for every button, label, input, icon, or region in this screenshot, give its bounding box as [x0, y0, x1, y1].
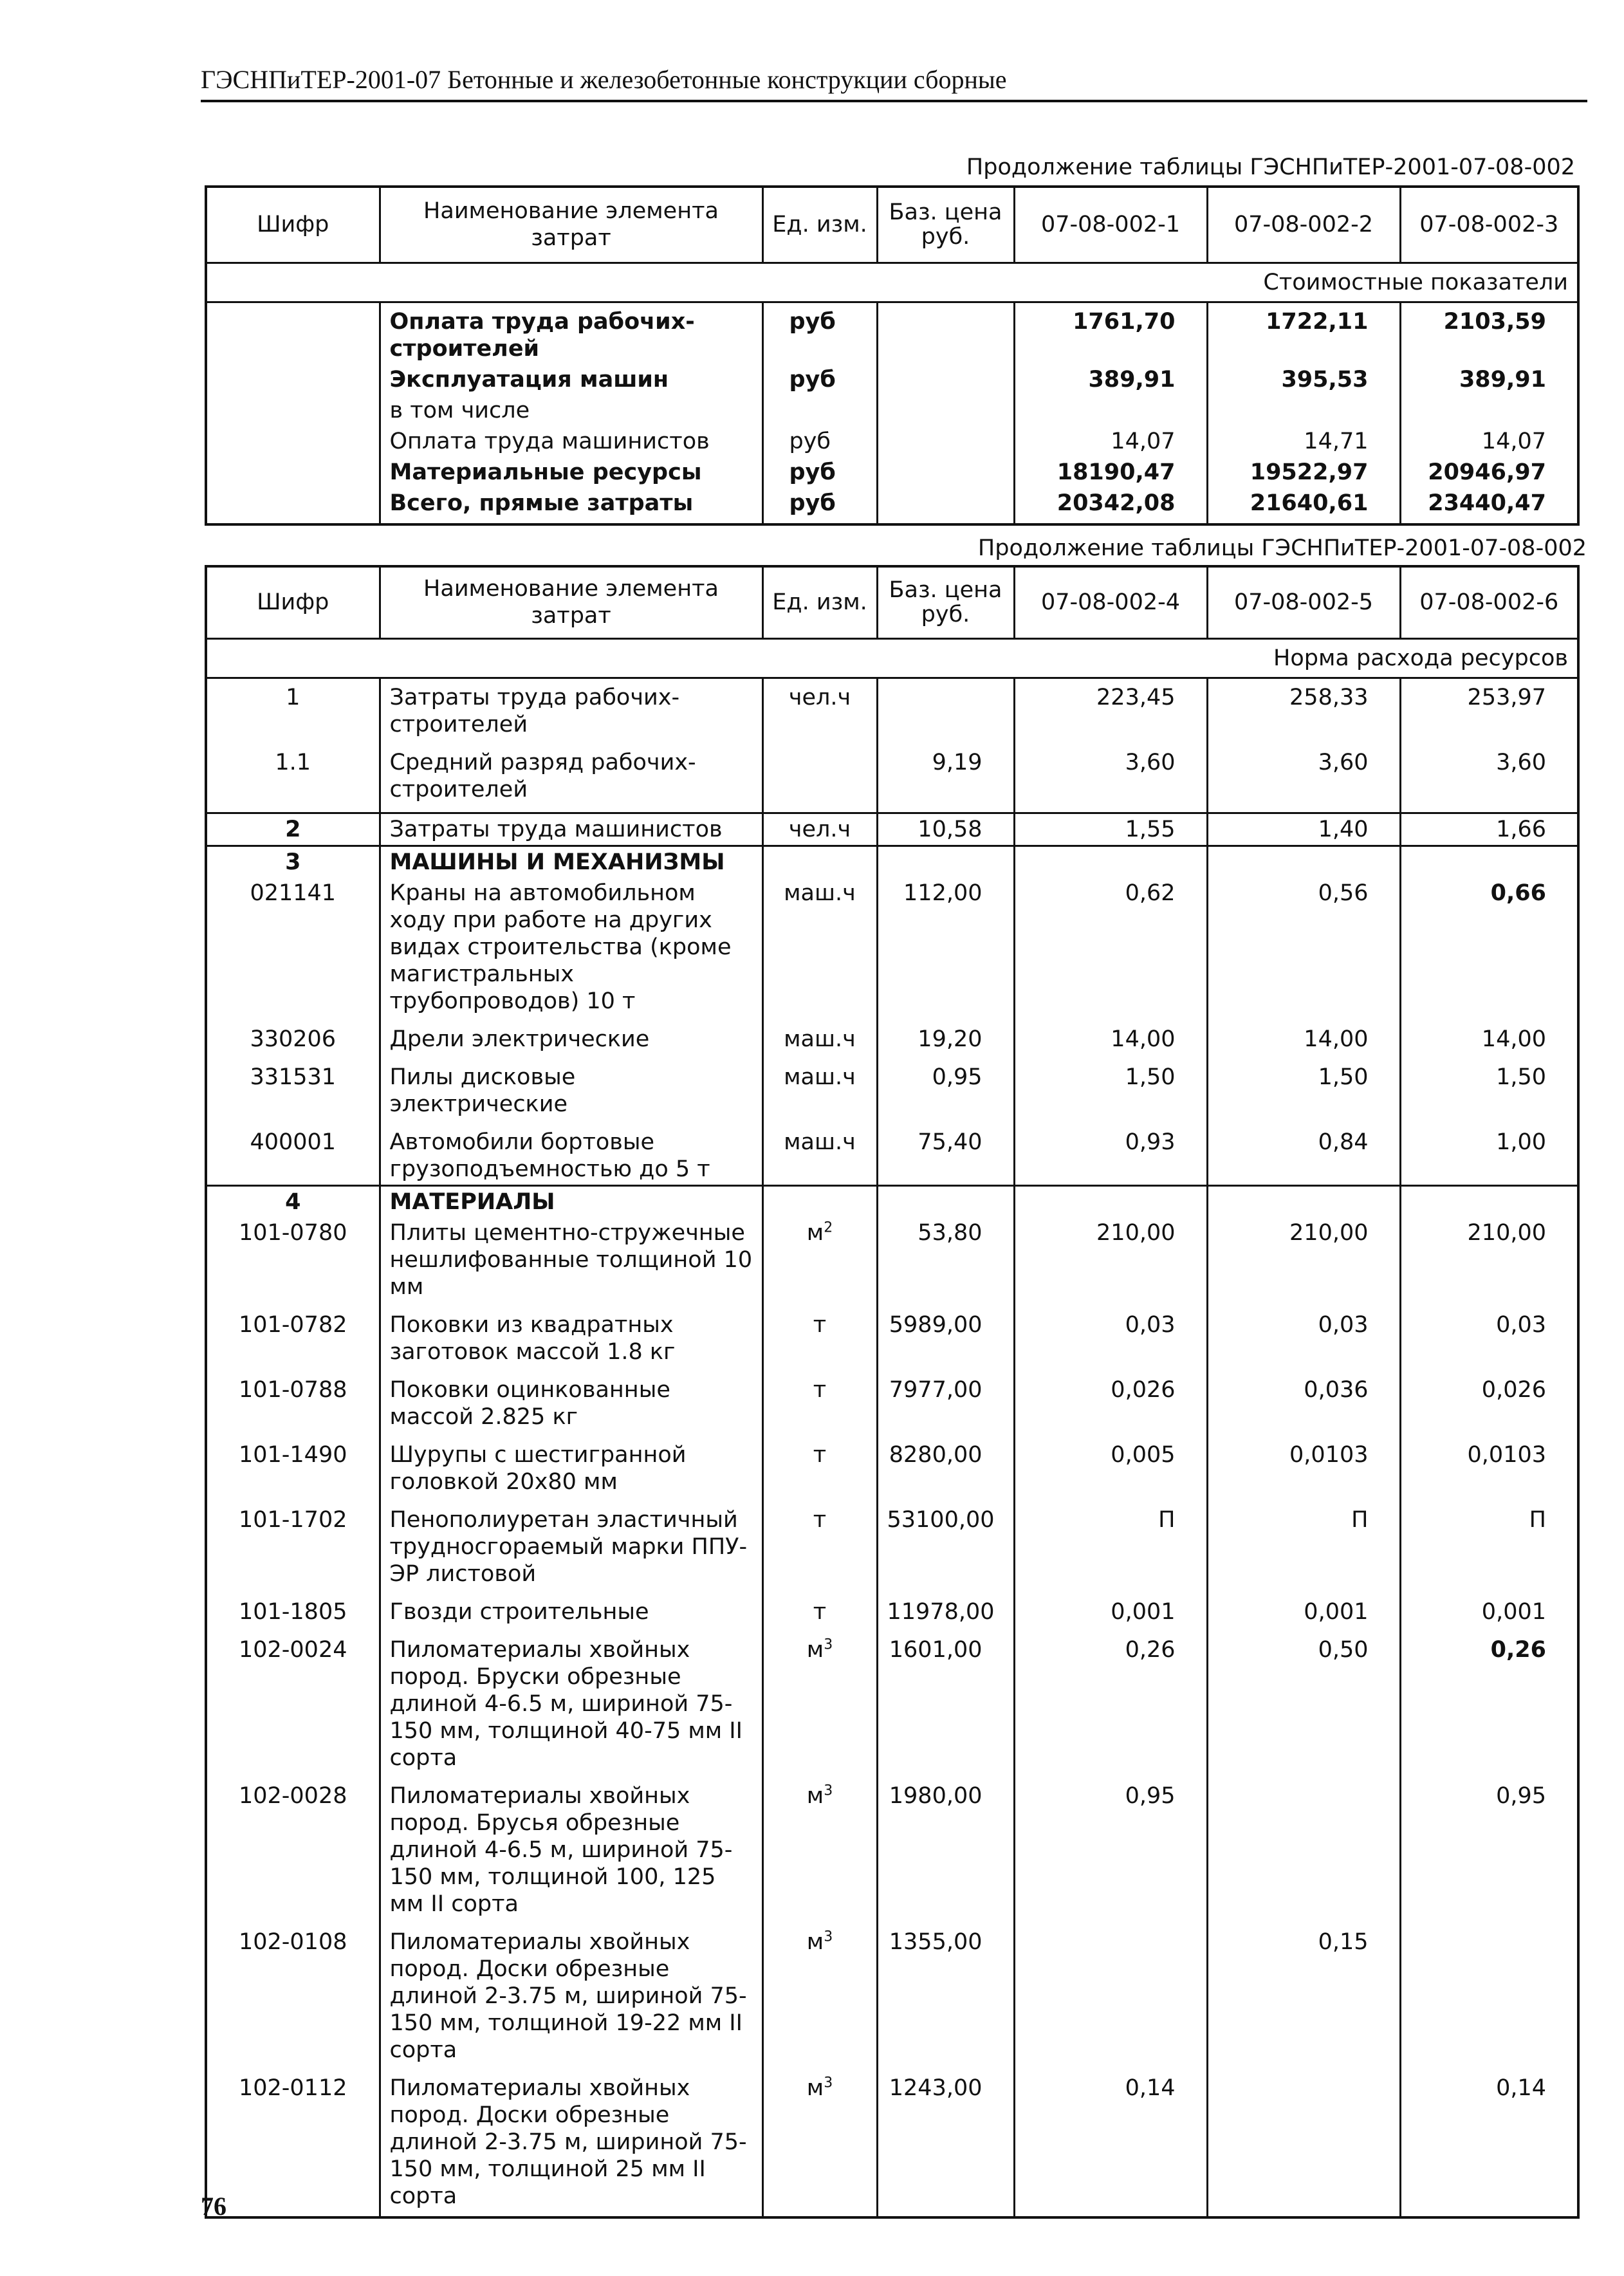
cell-price	[877, 488, 1014, 524]
column-header-unit: Ед. изм.	[762, 566, 877, 638]
unit-text: м	[806, 1929, 824, 1955]
cell-value-3: 14,07	[1400, 426, 1578, 457]
cell-code: 331531	[206, 1062, 380, 1127]
cell-value-3: 0,026	[1400, 1374, 1578, 1439]
cell-unit: маш.ч	[762, 1024, 877, 1062]
cell-code: 2	[206, 813, 380, 846]
cell-code: 101-0780	[206, 1217, 380, 1309]
cell-value-3: 0,66	[1400, 878, 1578, 1024]
section-banner-row	[206, 638, 1578, 678]
unit-text: м	[806, 2075, 824, 2101]
column-header-code: Шифр	[206, 566, 380, 638]
cell-code: 101-0782	[206, 1309, 380, 1374]
cell-name: Эксплуатация машин	[380, 364, 762, 395]
cell-unit: чел.ч	[762, 813, 877, 846]
unit-superscript: 3	[824, 2074, 833, 2091]
cell-unit	[762, 1927, 877, 2073]
cell-value-3	[1400, 1185, 1578, 1217]
column-header-unit: Ед. изм.	[762, 187, 877, 263]
cell-value-3: 14,00	[1400, 1024, 1578, 1062]
table-row	[206, 395, 1578, 426]
cell-code: 3	[206, 846, 380, 878]
cell-value-2: 14,71	[1207, 426, 1400, 457]
cell-price: 1980,00	[877, 1781, 1014, 1927]
cell-value-3: 0,03	[1400, 1309, 1578, 1374]
cell-value-3: 1,66	[1400, 813, 1578, 846]
cell-name: Краны на автомобильном ходу при работе на других видах строительства (кроме магистральных трубопроводов) 10 т	[380, 878, 762, 1024]
cell-value-3	[1400, 395, 1578, 426]
cell-value-1: 20342,08	[1014, 488, 1207, 524]
cell-value-2	[1207, 1185, 1400, 1217]
cell-unit	[762, 1634, 877, 1781]
cell-value-3: 0,0103	[1400, 1439, 1578, 1504]
cell-unit: т	[762, 1309, 877, 1374]
cell-code: 101-0788	[206, 1374, 380, 1439]
cell-price	[877, 457, 1014, 488]
cell-value-1: 0,03	[1014, 1309, 1207, 1374]
column-header-norm-4: 07-08-002-4	[1014, 566, 1207, 638]
cell-value-1: 18190,47	[1014, 457, 1207, 488]
cell-value-1: 1,55	[1014, 813, 1207, 846]
cell-value-2: 1,40	[1207, 813, 1400, 846]
section-title: МАТЕРИАЛЫ	[380, 1185, 762, 1217]
table-caption: Продолжение таблицы ГЭСНПиТЕР-2001-07-08-002	[977, 535, 1587, 561]
unit-superscript: 2	[824, 1219, 833, 1235]
cell-name: Средний разряд рабочих-строителей	[380, 747, 762, 813]
table-row	[206, 813, 1578, 846]
cell-value-2: 14,00	[1207, 1024, 1400, 1062]
section-banner-row	[206, 263, 1578, 302]
cell-value-2: 21640,61	[1207, 488, 1400, 524]
cell-name: в том числе	[380, 395, 762, 426]
unit-superscript: 3	[824, 1928, 833, 1945]
table-row	[206, 1781, 1578, 1927]
table-row	[206, 426, 1578, 457]
table-row	[206, 1024, 1578, 1062]
cell-unit: руб	[762, 457, 877, 488]
cell-value-1: 0,26	[1014, 1634, 1207, 1781]
cell-unit: т	[762, 1596, 877, 1634]
cell-name: Дрели электрические	[380, 1024, 762, 1062]
table-row	[206, 1504, 1578, 1596]
unit-text: м	[806, 1782, 824, 1809]
cell-code: 101-1490	[206, 1439, 380, 1504]
cell-unit: т	[762, 1439, 877, 1504]
table-row	[206, 1596, 1578, 1634]
table-row	[206, 302, 1578, 364]
cell-code: 102-0108	[206, 1927, 380, 2073]
cell-value-1: 210,00	[1014, 1217, 1207, 1309]
column-header-norm-2: 07-08-002-2	[1207, 187, 1400, 263]
cell-value-1: 0,93	[1014, 1127, 1207, 1186]
cell-value-1: 223,45	[1014, 678, 1207, 747]
cell-price: 1355,00	[877, 1927, 1014, 2073]
cell-name: Пенополиуретан эластичный трудносгораемый марки ППУ-ЭР листовой	[380, 1504, 762, 1596]
table-header-row	[206, 187, 1578, 263]
cell-name: Поковки из квадратных заготовок массой 1.8 кг	[380, 1309, 762, 1374]
cell-name: Плиты цементно-стружечные нешлифованные толщиной 10 мм	[380, 1217, 762, 1309]
cell-unit: т	[762, 1504, 877, 1596]
table-row	[206, 364, 1578, 395]
section-title: МАШИНЫ И МЕХАНИЗМЫ	[380, 846, 762, 878]
cell-unit	[762, 846, 877, 878]
cell-unit: руб	[762, 364, 877, 395]
cell-code	[206, 488, 380, 524]
cell-value-1: 0,14	[1014, 2073, 1207, 2217]
cell-value-1: 1761,70	[1014, 302, 1207, 364]
cell-unit: руб	[762, 302, 877, 364]
table-row	[206, 1634, 1578, 1781]
cell-code	[206, 302, 380, 364]
cell-value-3: 0,001	[1400, 1596, 1578, 1634]
cell-price	[877, 302, 1014, 364]
cell-name: Шурупы с шестигранной головкой 20х80 мм	[380, 1439, 762, 1504]
cell-price	[877, 678, 1014, 747]
cell-value-3	[1400, 846, 1578, 878]
table-row	[206, 878, 1578, 1024]
cell-value-1: 1,50	[1014, 1062, 1207, 1127]
cell-price: 11978,00	[877, 1596, 1014, 1634]
cell-price: 0,95	[877, 1062, 1014, 1127]
cell-value-3: 1,50	[1400, 1062, 1578, 1127]
table-row	[206, 1374, 1578, 1439]
cell-name: Пиломатериалы хвойных пород. Доски обрезные длиной 2-3.75 м, шириной 75-150 мм, толщиной 19-22 мм II сорта	[380, 1927, 762, 2073]
cell-code	[206, 457, 380, 488]
cell-value-2: 0,03	[1207, 1309, 1400, 1374]
cell-value-3: 1,00	[1400, 1127, 1578, 1186]
table-row	[206, 2073, 1578, 2217]
column-header-name: Наименование элемента затрат	[380, 566, 762, 638]
cell-name: Гвозди строительные	[380, 1596, 762, 1634]
cell-unit: чел.ч	[762, 678, 877, 747]
cell-value-3: 253,97	[1400, 678, 1578, 747]
cell-value-1: 389,91	[1014, 364, 1207, 395]
cell-value-2: 0,84	[1207, 1127, 1400, 1186]
cell-price: 1601,00	[877, 1634, 1014, 1781]
running-head: ГЭСНПиТЕР-2001-07 Бетонные и железобетонные конструкции сборные	[201, 65, 1007, 94]
cell-value-2	[1207, 2073, 1400, 2217]
table-caption: Продолжение таблицы ГЭСНПиТЕР-2001-07-08-002	[966, 154, 1575, 180]
cell-code: 4	[206, 1185, 380, 1217]
cell-name: Материальные ресурсы	[380, 457, 762, 488]
table-row	[206, 488, 1578, 524]
column-header-norm-3: 07-08-002-3	[1400, 187, 1578, 263]
cell-value-2: 1722,11	[1207, 302, 1400, 364]
header-rule	[201, 100, 1587, 102]
cell-name: Автомобили бортовые грузоподъемностью до 5 т	[380, 1127, 762, 1186]
table-row	[206, 678, 1578, 747]
cell-value-1: 0,62	[1014, 878, 1207, 1024]
unit-superscript: 3	[824, 1782, 833, 1799]
resource-norms-table	[205, 565, 1580, 2219]
cell-unit: маш.ч	[762, 878, 877, 1024]
table-header-row	[206, 566, 1578, 638]
cell-name: Поковки оцинкованные массой 2.825 кг	[380, 1374, 762, 1439]
cell-value-1	[1014, 395, 1207, 426]
cell-price: 112,00	[877, 878, 1014, 1024]
table-row	[206, 1439, 1578, 1504]
cell-name: Затраты труда рабочих-строителей	[380, 678, 762, 747]
cell-value-2: 0,036	[1207, 1374, 1400, 1439]
cell-value-1: П	[1014, 1504, 1207, 1596]
section-row	[206, 846, 1578, 878]
cell-value-1: 14,07	[1014, 426, 1207, 457]
cell-price: 19,20	[877, 1024, 1014, 1062]
page-number: 76	[201, 2192, 226, 2221]
cell-code: 102-0112	[206, 2073, 380, 2217]
cell-unit: т	[762, 1374, 877, 1439]
cell-code: 021141	[206, 878, 380, 1024]
cell-value-2: П	[1207, 1504, 1400, 1596]
cell-unit	[762, 2073, 877, 2217]
section-row	[206, 1185, 1578, 1217]
cell-name: Пилы дисковые электрические	[380, 1062, 762, 1127]
cell-price: 1243,00	[877, 2073, 1014, 2217]
column-header-norm-6: 07-08-002-6	[1400, 566, 1578, 638]
cell-name: Пиломатериалы хвойных пород. Брусья обрезные длиной 4-6.5 м, шириной 75-150 мм, толщиной 100, 125 мм II сорта	[380, 1781, 762, 1927]
cell-value-3: 20946,97	[1400, 457, 1578, 488]
cell-code: 102-0028	[206, 1781, 380, 1927]
section-banner: Стоимостные показатели	[206, 263, 1578, 302]
cell-value-2: 1,50	[1207, 1062, 1400, 1127]
cell-value-2	[1207, 395, 1400, 426]
cell-value-3	[1400, 1927, 1578, 2073]
cell-name: Пиломатериалы хвойных пород. Бруски обрезные длиной 4-6.5 м, шириной 75-150 мм, толщиной 40-75 мм II сорта	[380, 1634, 762, 1781]
cell-value-2: 0,0103	[1207, 1439, 1400, 1504]
cell-price	[877, 846, 1014, 878]
cell-value-3: 23440,47	[1400, 488, 1578, 524]
cell-unit: маш.ч	[762, 1127, 877, 1186]
cell-value-1: 14,00	[1014, 1024, 1207, 1062]
cell-name: Пиломатериалы хвойных пород. Доски обрезные длиной 2-3.75 м, шириной 75-150 мм, толщиной 25 мм II сорта	[380, 2073, 762, 2217]
column-header-norm-5: 07-08-002-5	[1207, 566, 1400, 638]
cell-unit	[762, 395, 877, 426]
unit-text: м	[806, 1219, 824, 1246]
cell-value-1: 0,95	[1014, 1781, 1207, 1927]
cell-value-3: 389,91	[1400, 364, 1578, 395]
cell-code: 1	[206, 678, 380, 747]
cell-price	[877, 395, 1014, 426]
cell-value-1: 0,026	[1014, 1374, 1207, 1439]
cell-name: Всего, прямые затраты	[380, 488, 762, 524]
cell-value-2: 3,60	[1207, 747, 1400, 813]
cell-price: 9,19	[877, 747, 1014, 813]
cell-unit: руб	[762, 426, 877, 457]
cell-value-2	[1207, 1781, 1400, 1927]
column-header-name: Наименование элемента затрат	[380, 187, 762, 263]
cell-value-1: 0,001	[1014, 1596, 1207, 1634]
cell-value-3: 0,26	[1400, 1634, 1578, 1781]
unit-superscript: 3	[824, 1636, 833, 1652]
cell-value-1: 0,005	[1014, 1439, 1207, 1504]
table-row	[206, 1062, 1578, 1127]
cell-value-2: 0,50	[1207, 1634, 1400, 1781]
cell-code: 1.1	[206, 747, 380, 813]
cell-code: 101-1702	[206, 1504, 380, 1596]
cell-code: 330206	[206, 1024, 380, 1062]
cost-indicators-table	[205, 185, 1580, 526]
cell-code: 101-1805	[206, 1596, 380, 1634]
cell-price: 5989,00	[877, 1309, 1014, 1374]
cell-unit: руб	[762, 488, 877, 524]
table-row	[206, 1127, 1578, 1186]
column-header-code: Шифр	[206, 187, 380, 263]
cell-price: 10,58	[877, 813, 1014, 846]
cell-code: 102-0024	[206, 1634, 380, 1781]
table-row	[206, 1927, 1578, 2073]
cell-value-2: 0,001	[1207, 1596, 1400, 1634]
section-banner: Норма расхода ресурсов	[206, 638, 1578, 678]
column-header-norm-1: 07-08-002-1	[1014, 187, 1207, 263]
cell-value-1: 3,60	[1014, 747, 1207, 813]
cell-code	[206, 426, 380, 457]
cell-price: 53100,00	[877, 1504, 1014, 1596]
cell-value-3: 2103,59	[1400, 302, 1578, 364]
cell-name: Затраты труда машинистов	[380, 813, 762, 846]
cell-value-2: 258,33	[1207, 678, 1400, 747]
cell-unit	[762, 747, 877, 813]
cell-value-2: 0,15	[1207, 1927, 1400, 2073]
cell-unit	[762, 1217, 877, 1309]
unit-text: м	[806, 1636, 824, 1663]
cell-value-2: 210,00	[1207, 1217, 1400, 1309]
cell-price: 7977,00	[877, 1374, 1014, 1439]
cell-value-3: 210,00	[1400, 1217, 1578, 1309]
cell-value-3: П	[1400, 1504, 1578, 1596]
cell-code: 400001	[206, 1127, 380, 1186]
cell-code	[206, 364, 380, 395]
table-row	[206, 1309, 1578, 1374]
cell-price: 8280,00	[877, 1439, 1014, 1504]
cell-unit	[762, 1781, 877, 1927]
table-row	[206, 1217, 1578, 1309]
table-row	[206, 457, 1578, 488]
cell-value-2: 19522,97	[1207, 457, 1400, 488]
cell-name: Оплата труда машинистов	[380, 426, 762, 457]
cell-value-2	[1207, 846, 1400, 878]
cell-unit: маш.ч	[762, 1062, 877, 1127]
cell-value-3: 0,95	[1400, 1781, 1578, 1927]
cell-code	[206, 395, 380, 426]
cell-value-1	[1014, 846, 1207, 878]
cell-value-2: 0,56	[1207, 878, 1400, 1024]
cell-value-1	[1014, 1185, 1207, 1217]
cell-price	[877, 364, 1014, 395]
cell-unit	[762, 1185, 877, 1217]
cell-price: 75,40	[877, 1127, 1014, 1186]
cell-name: Оплата труда рабочих-строителей	[380, 302, 762, 364]
cell-value-1	[1014, 1927, 1207, 2073]
cell-price	[877, 426, 1014, 457]
table-row	[206, 747, 1578, 813]
column-header-price: Баз. цена руб.	[877, 187, 1014, 263]
cell-value-2: 395,53	[1207, 364, 1400, 395]
cell-value-3: 0,14	[1400, 2073, 1578, 2217]
cell-value-3: 3,60	[1400, 747, 1578, 813]
cell-price	[877, 1185, 1014, 1217]
cell-price: 53,80	[877, 1217, 1014, 1309]
column-header-price: Баз. цена руб.	[877, 566, 1014, 638]
